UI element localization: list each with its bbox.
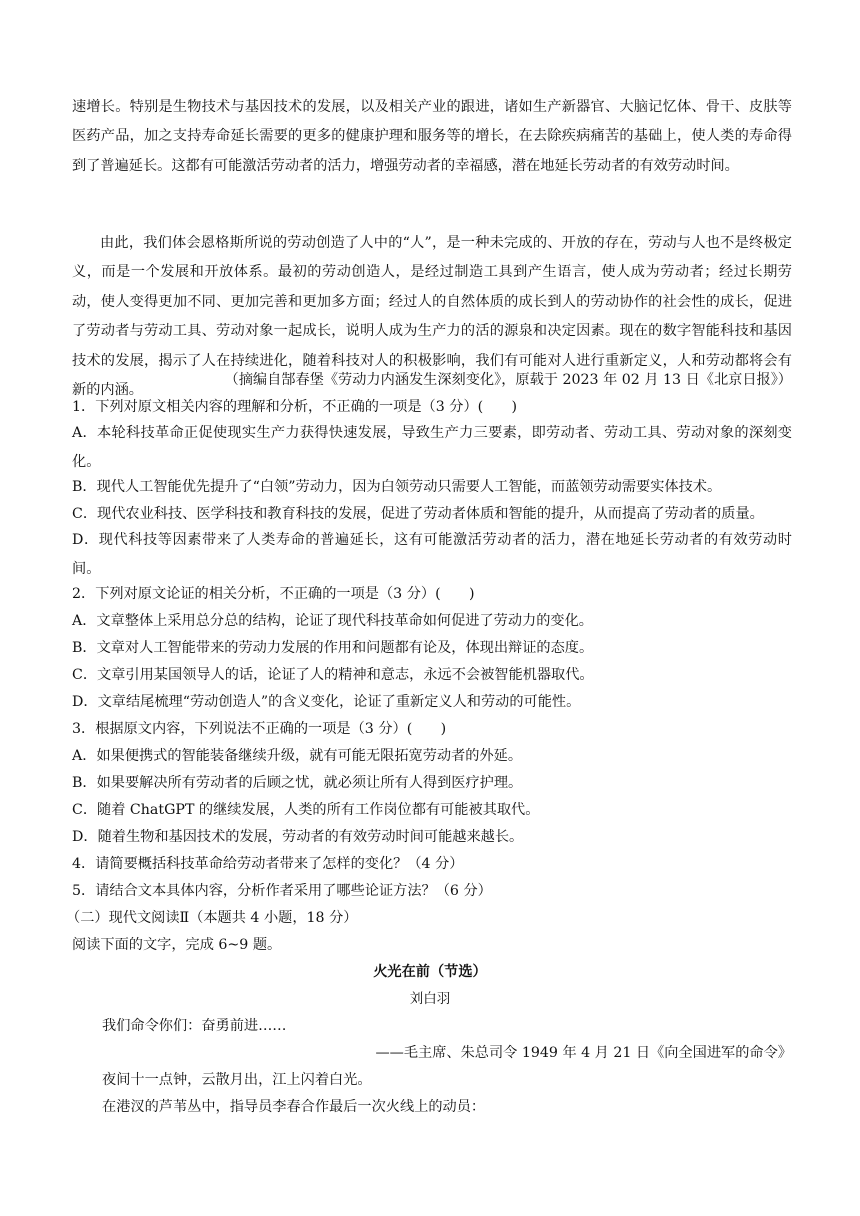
article-source: （摘编自郜春堡《劳动力内涵发生深刻变化》，原载于 2023 年 02 月 13 日《北京日报》） (224, 372, 792, 388)
article-paragraph-2: 由此，我们体会恩格斯所说的劳动创造了人中的“人”，是一种未完成的、开放的存在，劳动与人也不是终极定义，而是一个发展和开放体系。最初的劳动创造人，是经过制造工具到产生语言，使人成为劳动者；经过长期劳动，使人变得更加不同、更加完善和更加多方面；经过人的自然体质的成长到人的劳动协作的社会性的成长，促进了劳动者与劳动工具、劳动对象一起成长，说明人成为生产力的活的源泉和决定因素。现在的数字智能科技和基因技术的发展，揭示了人在持续进化，随着科技对人的积极影响，我们有可能对人进行重新定义，人和劳动都将会有新的内涵。 (72, 235, 792, 399)
epigraph-source: ——毛主席、朱总司令 1949 年 4 月 21 日《向全国进军的命令》 (375, 1045, 792, 1061)
question-1-option-d: D．现代科技等因素带来了人类寿命的普遍延长，这有可能激活劳动者的活力，潜在地延长劳动者的有效劳动时间。 (72, 532, 792, 578)
question-3-option-b: B．如果要解决所有劳动者的后顾之忧，就必须让所有人得到医疗护理。 (72, 775, 523, 791)
question-3-option-a: A．如果便携式的智能装备继续升级，就有可能无限拓宽劳动者的外延。 (72, 748, 523, 764)
epigraph: 我们命令你们：奋勇前进…… (102, 1018, 287, 1034)
question-4: 4．请简要概括科技革命给劳动者带来了怎样的变化？（4 分） (72, 856, 464, 872)
article-paragraph-1: 速增长。特别是生物技术与基因技术的发展，以及相关产业的跟进，诸如生产新器官、大脑记忆体、骨干、皮肤等医药产品，加之支持寿命延长需要的更多的健康护理和服务等的增长，在去除疾病痛苦的基础上，使人类的寿命得到了普遍延长。这都有可能激活劳动者的活力，增强劳动者的幸福感，潜在地延长劳动者的有效劳动时间。 (72, 99, 792, 174)
story-author: 刘白羽 (409, 991, 451, 1007)
story-line-1: 夜间十一点钟，云散月出，江上闪着白光。 (102, 1072, 372, 1088)
section-2-heading: （二）现代文阅读Ⅱ（本题共 4 小题，18 分） (66, 910, 358, 926)
question-3-stem: 3．根据原文内容，下列说法不正确的一项是（3 分）( ) (72, 721, 447, 737)
question-2-stem: 2．下列对原文论证的相关分析，不正确的一项是（3 分）( ) (72, 586, 475, 602)
story-line-2: 在港汊的芦苇丛中，指导员李春合作最后一次火线上的动员： (102, 1099, 486, 1115)
question-3-option-c: C．随着 ChatGPT 的继续发展，人类的所有工作岗位都有可能被其取代。 (72, 802, 540, 818)
question-2-option-c: C．文章引用某国领导人的话，论证了人的精神和意志，永远不会被智能机器取代。 (72, 667, 594, 683)
question-2-option-b: B．文章对人工智能带来的劳动力发展的作用和问题都有论及，体现出辩证的态度。 (72, 640, 594, 656)
section-2-instruction: 阅读下面的文字，完成 6~9 题。 (72, 937, 282, 953)
question-1-option-b: B．现代人工智能优先提升了“白领”劳动力，因为白领劳动只需要人工智能，而蓝领劳动需要实体技术。 (72, 479, 722, 495)
question-1-option-c: C．现代农业科技、医学科技和教育科技的发展，促进了劳动者体质和智能的提升，从而提高了劳动者的质量。 (72, 506, 764, 522)
story-title: 火光在前（节选） (373, 964, 487, 980)
question-2-option-a: A．文章整体上采用总分总的结构，论证了现代科技革命如何促进了劳动力的变化。 (72, 613, 593, 629)
question-3-option-d: D．随着生物和基因技术的发展，劳动者的有效劳动时间可能越来越长。 (72, 829, 524, 845)
question-1-stem: 1．下列对原文相关内容的理解和分析，不正确的一项是（3 分）( ) (72, 399, 518, 415)
question-1-option-a: A．本轮科技革命正促使现实生产力获得快速发展，导致生产力三要素，即劳动者、劳动工具、劳动对象的深刻变化。 (72, 425, 792, 471)
question-5: 5．请结合文本具体内容，分析作者采用了哪些论证方法？（6 分） (72, 883, 492, 899)
question-2-option-d: D．文章结尾梳理“劳动创造人”的含义变化，论证了重新定义人和劳动的可能性。 (72, 694, 581, 710)
